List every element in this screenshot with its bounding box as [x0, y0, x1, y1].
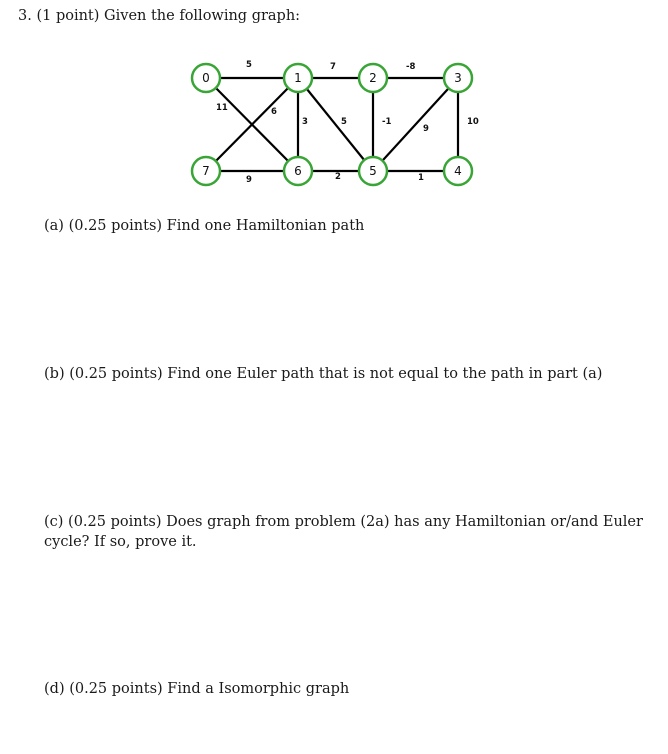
part-b-text: (0.25 points) Find one Euler path that is not equal to the path in part (a)	[69, 366, 603, 382]
svg-text:6: 6	[294, 164, 302, 178]
weight-3-4: 10	[467, 117, 479, 127]
node-2	[359, 64, 387, 92]
problem-header	[18, 8, 300, 24]
weight-1-5: 5	[341, 117, 347, 127]
weight-1-6: 3	[302, 117, 308, 127]
part-a	[44, 216, 364, 236]
weight-0-6: 11	[216, 103, 228, 113]
node-3	[444, 64, 472, 92]
weight-2-3: -8	[406, 62, 416, 72]
weight-5-4: 1	[418, 173, 424, 183]
part-c-text: (0.25 points) Does graph from problem (2a) has any Hamiltonian or/and Euler cycle? If so, prove it.	[44, 514, 643, 550]
edge-1-5	[298, 78, 373, 171]
part-d-label: (d)	[44, 681, 65, 697]
part-a-text: (0.25 points) Find one Hamiltonian path	[68, 218, 365, 234]
node-6	[284, 157, 312, 185]
node-4	[444, 157, 472, 185]
part-a-label: (a)	[44, 218, 64, 234]
part-c	[44, 512, 644, 552]
weight-2-5: -1	[382, 117, 392, 127]
problem-title: (1 point) Given the following graph:	[36, 8, 301, 24]
svg-text:2: 2	[369, 71, 377, 85]
weight-3-5: 9	[423, 124, 429, 134]
part-c-label: (c)	[44, 514, 64, 530]
svg-text:1: 1	[294, 71, 302, 85]
part-d-text: (0.25 points) Find a Isomorphic graph	[69, 681, 350, 697]
svg-text:4: 4	[454, 164, 462, 178]
node-7	[192, 157, 220, 185]
svg-text:3: 3	[454, 71, 462, 85]
problem-number: 3.	[18, 8, 32, 24]
weight-7-1: 6	[271, 107, 277, 117]
node-0	[192, 64, 220, 92]
svg-text:7: 7	[202, 164, 210, 178]
weight-1-2: 7	[330, 62, 336, 72]
svg-text:0: 0	[202, 71, 210, 85]
svg-text:5: 5	[369, 164, 377, 178]
weight-0-1: 5	[246, 60, 252, 70]
weight-7-6: 9	[246, 175, 252, 185]
node-1	[284, 64, 312, 92]
part-b	[44, 364, 602, 384]
weight-6-5: 2	[335, 172, 341, 182]
graph-diagram	[180, 54, 500, 199]
part-b-label: (b)	[44, 366, 65, 382]
part-d	[44, 679, 349, 699]
node-5	[359, 157, 387, 185]
